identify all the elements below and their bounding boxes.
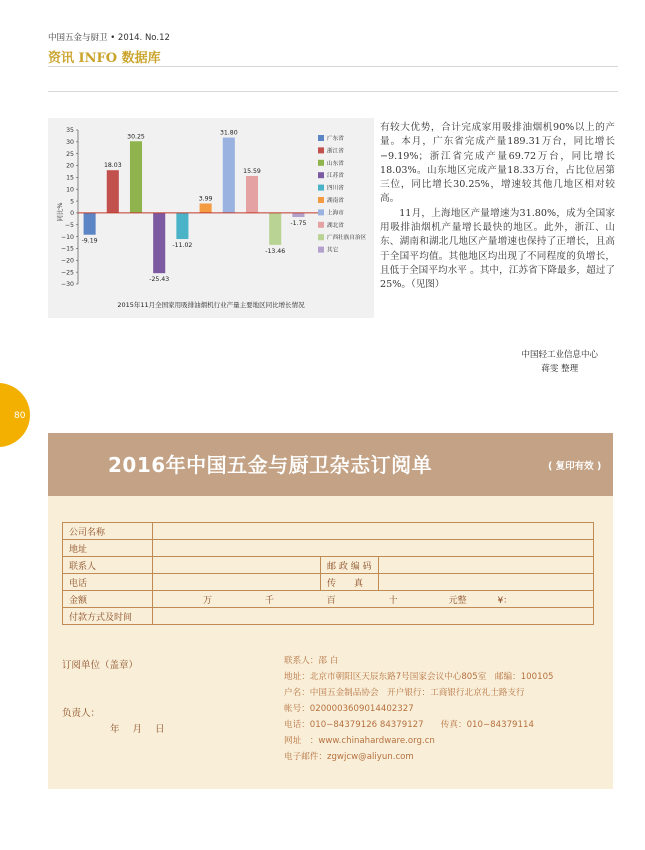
legend-swatch (318, 147, 324, 153)
bar-data-label: -9.19 (81, 237, 98, 245)
issue-header: 中国五金与厨卫 • 2014. No.12 (48, 33, 170, 43)
responsible-label: 负责人： (62, 708, 101, 719)
table-row (63, 591, 594, 608)
legend-swatch (318, 172, 324, 178)
subscriber-unit-label: 订阅单位（盖章） (62, 660, 139, 671)
bar-7 (223, 138, 235, 213)
article-body (380, 121, 615, 293)
credit-author: 蒋雯 整理 (541, 364, 579, 374)
bar-chart-svg (48, 118, 374, 298)
section-title: 资讯 INFO 数据库 (48, 51, 161, 66)
fax-label: 传 真 (321, 574, 379, 591)
y-tick-label: 35 (66, 127, 74, 135)
contact-account-name: 户名：中国五金制品协会 开户银行：工商银行北京礼士路支行 (284, 688, 525, 698)
form-header (48, 433, 613, 496)
legend-label: 广西壮族自治区 (327, 235, 367, 242)
bar-3 (130, 141, 142, 213)
bar-4 (153, 213, 165, 273)
contact-label: 联系人 (63, 557, 153, 574)
legend-label: 浙江省 (327, 148, 344, 155)
amount-unit-shi: 十 (388, 595, 398, 606)
bar-data-label: 3.99 (198, 195, 213, 203)
contact-email: 电子邮件：zgwjcw@aliyun.com (284, 752, 414, 762)
bar-data-label: 15.59 (243, 167, 261, 175)
y-tick-label: 0 (70, 210, 74, 218)
bar-data-label: -1.75 (290, 220, 307, 228)
subscription-form (48, 433, 613, 789)
date-label: 年 月 日 (110, 724, 165, 735)
phone-field[interactable] (153, 574, 321, 591)
legend-label: 上海市 (327, 210, 344, 217)
form-title-note: ( 复印有效 ) (548, 461, 602, 472)
table-row (63, 608, 594, 625)
bar-data-label: -13.46 (265, 247, 286, 255)
legend-label: 其它 (327, 247, 339, 254)
bar-8 (246, 176, 258, 213)
legend-swatch (318, 197, 324, 203)
address-label: 地址 (63, 540, 153, 557)
bar-6 (200, 203, 212, 212)
chart-caption: 2015年11月全国家用吸排油烟机行业产量主要地区同比增长情况 (117, 301, 305, 309)
bar-5 (176, 213, 188, 239)
postcode-label: 邮 政 编 码 (321, 557, 379, 574)
legend-label: 山东省 (327, 160, 344, 167)
bar-chart (48, 118, 374, 318)
amount-unit-yen: ¥： (497, 595, 513, 606)
y-tick-label: −20 (60, 257, 74, 265)
y-tick-label: −25 (60, 269, 74, 277)
article-paragraph-2: 11月，上海地区产量增速为31.80%，成为全国家用吸排油烟机产量增长最快的地区。此外，浙江、山东、湖南和湖北几地区产量增速也保持了正增长，且高于全国平均值。其他地区均出现了不同程度的负增长，且低于全国平均水平 。其中，江苏省下降最多，超过了25%。（见图） (380, 207, 615, 291)
contact-phone: 电话：010−84379126 84379127 传真：010−84379114 (284, 720, 534, 730)
bar-1 (84, 213, 96, 235)
contact-field[interactable] (153, 557, 321, 574)
bar-2 (107, 170, 119, 213)
payment-label: 付款方式及时间 (63, 608, 153, 625)
bar-10 (292, 213, 304, 217)
legend-label: 湖北省 (327, 222, 344, 229)
y-tick-label: 30 (66, 139, 74, 147)
contact-account-no: 帐号：0200003609014402327 (284, 704, 414, 714)
header-divider (48, 66, 618, 67)
credit-org: 中国轻工业信息中心 (521, 350, 598, 360)
payment-field[interactable] (153, 608, 594, 625)
legend-swatch (318, 222, 324, 228)
amount-unit-bai: 百 (326, 595, 336, 606)
bar-data-label: 31.80 (219, 129, 238, 137)
address-field[interactable] (153, 540, 594, 557)
bar-data-label: 18.03 (103, 162, 122, 170)
contact-website: 网址 ：www.chinahardware.org.cn (284, 736, 435, 746)
fax-field[interactable] (379, 574, 594, 591)
amount-unit-qian: 千 (264, 595, 274, 606)
legend-label: 湖南省 (327, 198, 344, 204)
legend-swatch (318, 247, 324, 253)
legend-swatch (318, 160, 324, 166)
form-title: 2016年中国五金与厨卫杂志订阅单 (108, 453, 433, 477)
header-divider-lower (48, 91, 618, 92)
y-tick-label: −30 (60, 281, 74, 289)
legend-label: 广东省 (327, 136, 344, 142)
company-label: 公司名称 (63, 523, 153, 540)
table-row (63, 523, 594, 540)
y-tick-label: −15 (60, 245, 74, 253)
y-tick-label: 15 (66, 174, 74, 182)
bar-data-label: -25.43 (149, 276, 170, 284)
contact-info (284, 653, 554, 765)
subscription-table (62, 522, 594, 625)
contact-address: 地址：北京市朝阳区天辰东路7号国家会议中心805室 邮编：100105 (284, 672, 554, 682)
bar-data-label: -11.02 (172, 242, 193, 250)
bar-9 (269, 213, 281, 245)
amount-unit-wan: 万 (203, 595, 213, 606)
amount-label: 金额 (63, 591, 153, 608)
amount-unit-yuan: 元整 (448, 595, 467, 606)
company-field[interactable] (153, 523, 594, 540)
table-row (63, 557, 594, 574)
amount-field[interactable] (153, 591, 594, 608)
bar-data-label: 30.25 (127, 133, 145, 141)
y-tick-label: 25 (66, 150, 74, 158)
y-tick-label: 20 (66, 162, 74, 170)
legend-swatch (318, 209, 324, 215)
legend-swatch (318, 185, 324, 191)
y-tick-label: −5 (64, 221, 74, 229)
article-credit (521, 348, 598, 376)
postcode-field[interactable] (379, 557, 594, 574)
legend-label: 江苏省 (327, 173, 344, 180)
phone-label: 电话 (63, 574, 153, 591)
y-tick-label: 10 (66, 186, 74, 194)
y-axis-label: 同比% (56, 202, 64, 222)
legend-swatch (318, 135, 324, 141)
legend-swatch (318, 234, 324, 240)
contact-person: 联系人：邵 白 (284, 656, 339, 666)
y-tick-label: −10 (60, 233, 74, 241)
article-paragraph-1: 有较大优势，合计完成家用吸排油烟机90%以上的产量。本月，广东省完成产量189.31万台，同比增长−9.19%；浙江省完成产量69.72万台，同比增长18.03%。山东地区完成产量18.33万台，占比位居第三位，同比增长30.25%，增速较其他几地区相对较高。 (380, 122, 615, 205)
legend-label: 四川省 (327, 185, 344, 192)
y-tick-label: 5 (70, 198, 74, 206)
page-number: 80 (14, 411, 26, 421)
table-row (63, 574, 594, 591)
table-row (63, 540, 594, 557)
